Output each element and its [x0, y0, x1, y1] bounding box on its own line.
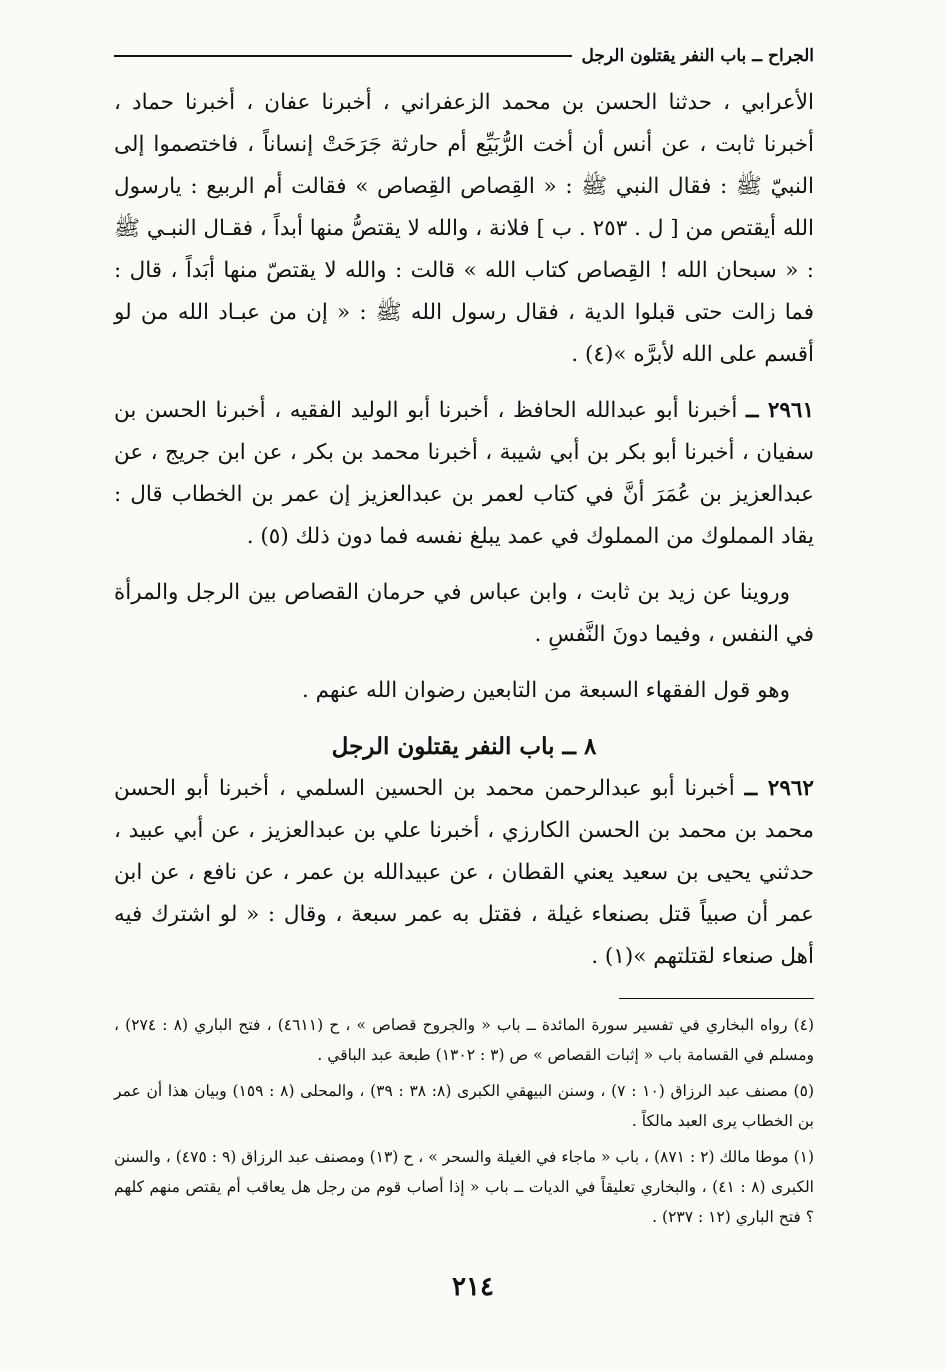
footnote-4: (٤) رواه البخاري في تفسير سورة المائدة ــ باب « والجروح قصاص » ، ح (٤٦١١) ، فتح الباري (٨ : ٢٧٤) ، ومسلم في القسامة باب « إثبات القصاص » ص (٣ : ١٣٠٢) طبعة عبد الباقي . [114, 1016, 815, 1064]
paragraph-continuation: الأعرابي ، حدثنا الحسن بن محمد الزعفراني ، أخبرنا عفان ، أخبرنا حماد ، أخبرنا ثابت ، عن أنس أن أخت الرُّبَيِّع أم حارثة جَرَحَتْ إنساناً ، فاختصموا إلى النبيّ ﷺ : فقال النبي ﷺ : « القِصاص القِصاص » فقالت أم الربيع : يارسول الله أيقتص من [ ل . ٢٥٣ . ب ] فلانة ، والله لا يقتصُّ منها أبداً ، فقـال النبـي ﷺ : « سبحان الله ! القِصاص كتاب الله » قالت : والله لا يقتصّ منها أبَداً ، قال : فما زالت حتى قبلوا الدية ، فقال رسول الله ﷺ : « إن من عبـاد الله من لو أقسم على الله لأبرَّه »(٤) . [114, 90, 815, 367]
hadith-number: ٢٩٦٢ ــ [744, 776, 814, 801]
paragraph-text: أخبرنا أبو عبدالله الحافظ ، أخبرنا أبو الوليد الفقيه ، أخبرنا الحسن بن سفيان ، أخبرنا أبو بكر بن أبي شيبة ، أخبرنا محمد بن بكر ، عن ابن جريج ، عن عبدالعزيز بن عُمَرَ أنَّ في كتاب لعمر بن عبدالعزيز إن عمر بن الخطاب قال : يقاد المملوك من المملوك في عمد يبلغ نفسه فما دون ذلك (٥) . [114, 398, 814, 549]
paragraph-2962 [114, 768, 814, 978]
footnotes [114, 1010, 814, 1238]
paragraph-narration: وروينا عن زيد بن ثابت ، وابن عباس في حرمان القصاص بين الرجل والمرأة في النفس ، وفيما دونَ النَّفسِ . [114, 580, 814, 647]
paragraph-fuqaha: وهو قول الفقهاء السبعة من التابعين رضوان الله عنهم . [302, 678, 790, 703]
footnote-separator [619, 998, 814, 999]
paragraph-text: أخبرنا أبو عبدالرحمن محمد بن الحسين السلمي ، أخبرنا أبو الحسن محمد بن محمد بن الحسن الكارزي ، أخبرنا علي بن عبدالعزيز ، عن أبي عبيد ، حدثني يحيى بن سعيد يعني القطان ، عن عبيدالله بن عمر ، عن نافع ، عن ابن عمر أن صبياً قتل بصنعاء غيلة ، فقتل به عمر سبعة ، وقال : « لو اشترك فيه أهل صنعاء لقتلتهم »(١) . [114, 776, 814, 969]
page-number: ٢١٤ [452, 1272, 494, 1302]
hadith-number: ٢٩٦١ ــ [745, 398, 815, 423]
footnote-1: (١) موطا مالك (٢ : ٨٧١) ، باب « ماجاء في الغيلة والسحر » ، ح (١٣) ومصنف عبد الرزاق (٩ : ٤٧٥) ، والسنن الكبرى (٨ : ٤١) ، والبخاري تعليقاً في الديات ــ باب « إذا أصاب قوم من رجل هل يعاقب أم يقتص منهم كلهم ؟ فتح الباري (١٢ : ٢٣٧) . [114, 1148, 815, 1226]
running-head-title: الجراح ــ باب النفر يقتلون الرجل [581, 46, 814, 66]
footnote-5: (٥) مصنف عبد الرزاق (١٠ : ٧) ، وسنن البيهقي الكبرى (٨: ٣٨ : ٣٩) ، والمحلى (٨ : ١٥٩) وبيان هذا أن عمر بن الخطاب يرى العبد مالكاً . [114, 1082, 814, 1130]
paragraph-2961 [114, 390, 814, 558]
chapter-heading: ٨ ــ باب النفر يقتلون الرجل [331, 733, 597, 760]
running-head-rule [114, 55, 572, 57]
main-text [114, 82, 814, 992]
running-head [114, 46, 814, 66]
